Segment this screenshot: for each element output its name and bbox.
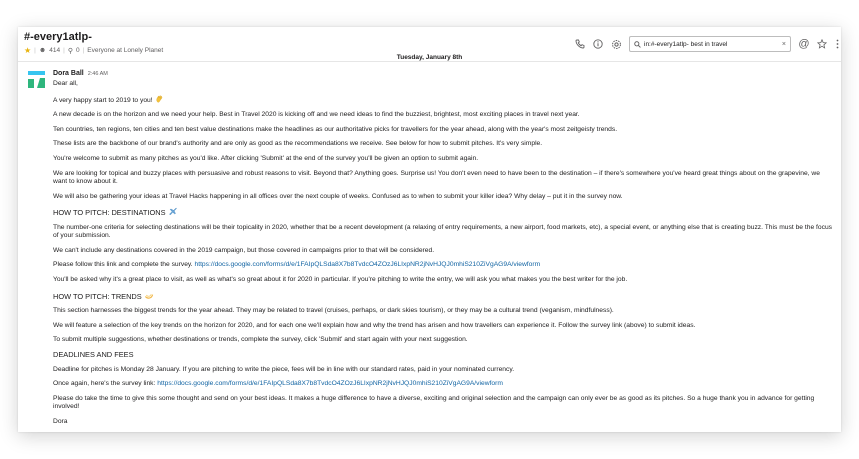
section-heading: HOW TO PITCH: DESTINATIONS [53, 207, 833, 217]
member-count[interactable]: 414 [49, 47, 61, 54]
message-header [53, 70, 108, 77]
channel-topic[interactable]: Everyone at Lonely Planet [87, 47, 164, 54]
at-icon[interactable]: @ [798, 38, 810, 50]
pin-icon[interactable]: ⚲ [67, 47, 73, 55]
author-name[interactable]: Dora Ball [53, 70, 84, 77]
message-line: To submit multiple suggestions, whether destinations or trends, complete the survey, click 'Submit' and start again with your next suggestion. [53, 336, 468, 344]
search-input[interactable]: in:#-every1atlp- best in travel [644, 40, 728, 48]
section-heading: HOW TO PITCH: TRENDS [53, 291, 833, 301]
message-line: We are looking for topical and buzzy places with persuasive and robust reasons to visit. Beyond that? Anything goes. Surprise us! You don't even need to have been to the destination – if there's somewhere you've heard great things about on the grapevine, we want to know about it. [53, 169, 820, 185]
survey-link[interactable]: https://docs.google.com/forms/d/e/1FAIpQLSda8X7b8TvdcO4ZOzJ6LIxpNR2jNvHJQJ0mhiS210ZiVgAG9A/viewform [194, 261, 541, 269]
channel-name[interactable]: #-every1atlp- [24, 31, 92, 43]
message-line: A very happy start to 2019 to you! [53, 95, 833, 105]
waving-hand-icon [155, 95, 164, 103]
slack-window [18, 27, 841, 432]
message-line: Once again, here's the survey link: https://docs.google.com/forms/d/e/1FAIpQLSda8X7b8TvdcO4ZOzJ6LIxpNR2jNvHJQJ0mhiS210ZiVgAG9A/viewform [53, 380, 503, 388]
star-icon[interactable]: ★ [24, 46, 32, 55]
airplane-icon [168, 207, 178, 216]
channel-meta: ★ | ☻ 414 | ⚲ 0 | Everyone at Lonely Planet [24, 46, 164, 55]
more-icon[interactable] [833, 37, 841, 51]
header-toolbar [573, 34, 841, 54]
star-icon[interactable] [815, 37, 829, 51]
message-line: This section harnesses the biggest trends for the year ahead. They may be related to travel (cruises, perhaps, or dark skies tourism), or they may be a cultural trend (veganism, mindfulness). [53, 307, 614, 315]
gear-icon[interactable] [609, 37, 623, 51]
message-line: You're welcome to submit as many pitches as you'd like. After clicking 'Submit' at the end of the survey you'll be given an option to submit again. [53, 154, 479, 162]
search-icon [634, 41, 641, 48]
message-line: The number-one criteria for selecting destinations will be their topicality in 2020, whether that be a recent development (a relaxing of entry requirements, a new airport, food markets, etc), a special event, or anything else that is creating buzz. This must be the focus of your submission. [53, 223, 833, 240]
section-heading: DEADLINES AND FEES [53, 349, 134, 359]
message-line: We can't include any destinations covered in the 2019 campaign, but those covered in campaigns prior to that will be considered. [53, 246, 435, 254]
message-time[interactable]: 2:46 AM [87, 71, 108, 77]
avatar[interactable] [28, 71, 45, 88]
signature: Dora [53, 417, 68, 425]
members-icon[interactable]: ☻ [38, 47, 47, 54]
phone-icon[interactable] [573, 37, 587, 51]
message-line: We will also be gathering your ideas at Travel Hacks happening in all offices over the next couple of weeks. Confused as to when to submit your killer idea? Why delay – put it in the survey now. [53, 192, 623, 200]
message-line: You'll be asked why it's a great place to visit, as well as what's so great about it for 2020 in particular. If you're pitching to write the entry, we will ask you what makes you the best writer for the job. [53, 275, 628, 283]
message-line: Dear all, [53, 80, 78, 87]
message-line: We will feature a selection of the key trends on the horizon for 2020, and for each one we'll explain how and why the trend has arisen and how travellers can experience it. Follow the survey link (above) to submit ideas. [53, 321, 696, 329]
search-box[interactable] [629, 36, 791, 52]
pin-count[interactable]: 0 [75, 47, 80, 54]
info-icon[interactable] [591, 37, 605, 51]
message-line: Ten countries, ten regions, ten cities and ten best value destinations make the headlines as our authoritative picks for travellers for the year ahead, along with the year's most zeitgeisty trends. [53, 125, 618, 133]
dizzy-icon [144, 291, 154, 300]
message-line: Please do take the time to give this some thought and send on your best ideas. It makes a huge difference to have a diverse, exciting and original selection and the campaign can only ever be as good as its pitches. So a huge thank you in advance for getting involved! [53, 394, 815, 411]
message-line: These lists are the backbone of our brand's authority and are only as good as the recommendations we receive. See below for how to submit pitches. It's very simple. [53, 140, 543, 148]
message-line: A new decade is on the horizon and we need your help. Best in Travel 2020 is kicking off and we need ideas to find the buzziest, brightest, most exciting places in travel next year. [53, 111, 580, 119]
date-divider: Tuesday, January 8th [396, 54, 463, 61]
message-line: Please follow this link and complete the survey. https://docs.google.com/forms/d/e/1FAIpQLSda8X7b8TvdcO4ZOzJ6LIxpNR2jNvHJQJ0mhiS210ZiVgAG9A/viewform [53, 261, 541, 269]
close-icon[interactable]: × [781, 40, 786, 48]
message-body [53, 80, 833, 432]
message-line: Deadline for pitches is Monday 28 January. If you are pitching to write the piece, fees will be in line with our standard rates, paid in your nominated currency. [53, 365, 515, 373]
survey-link[interactable]: https://docs.google.com/forms/d/e/1FAIpQLSda8X7b8TvdcO4ZOzJ6LIxpNR2jNvHJQJ0mhiS210ZiVgAG9A/viewform [157, 380, 503, 388]
